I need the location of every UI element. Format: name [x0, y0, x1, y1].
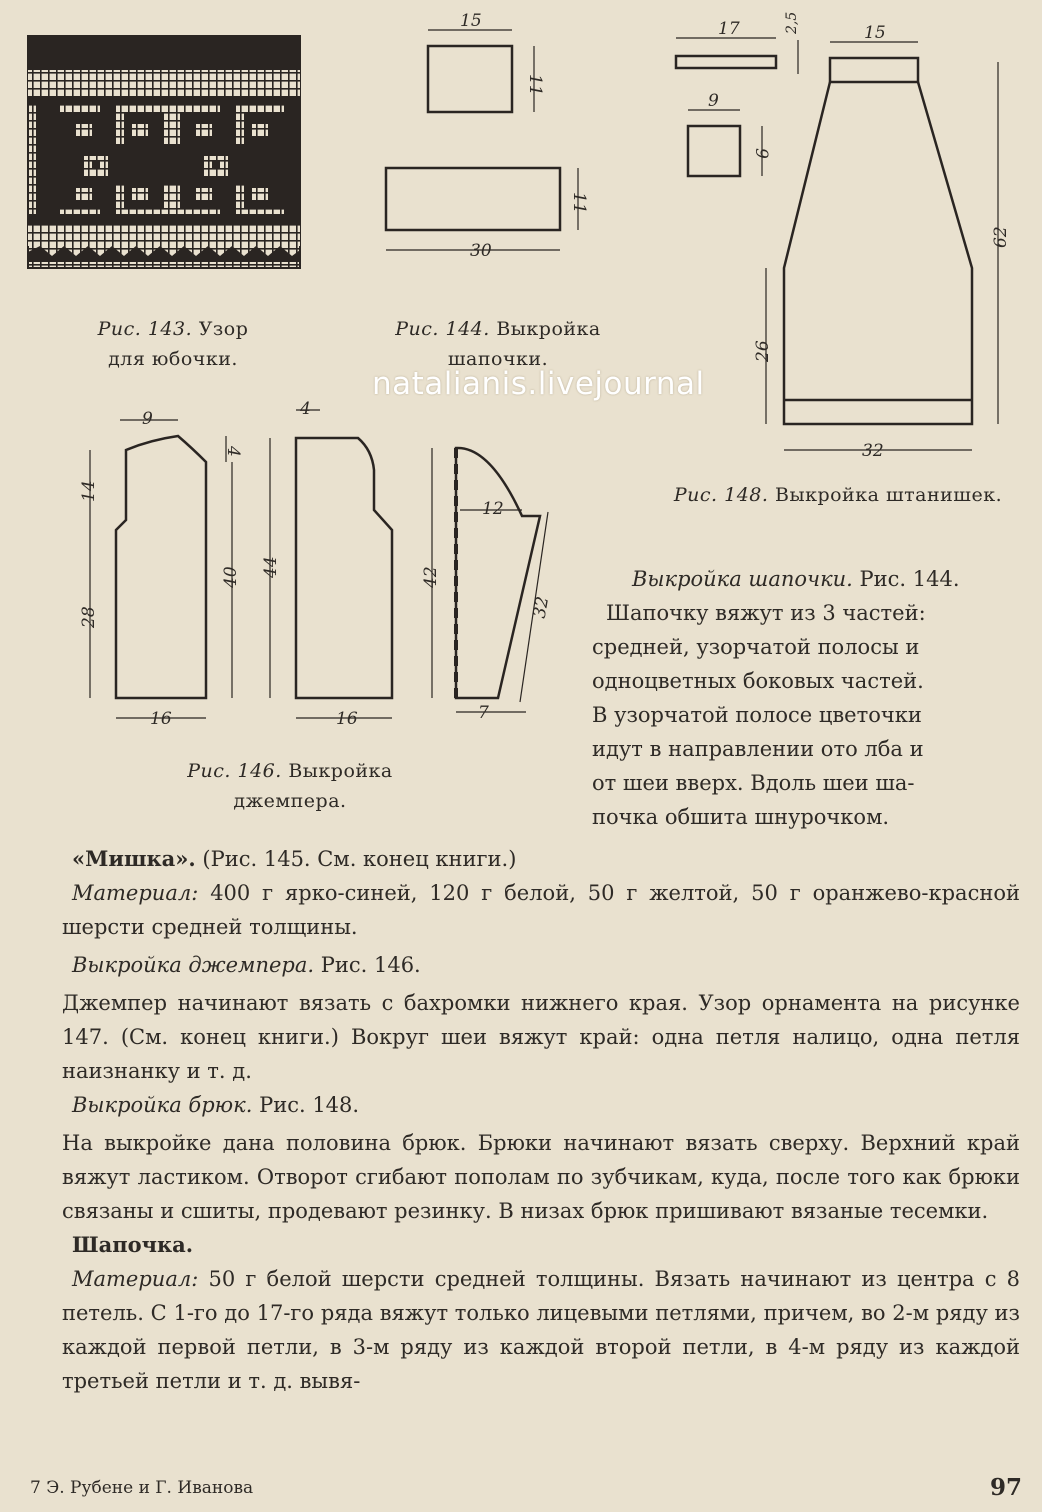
- jumper-ref: Рис. 146.: [320, 953, 421, 977]
- dim-f146-neck-d: 4: [223, 446, 243, 457]
- dim-f146-sleeve-diag: 32: [529, 595, 554, 620]
- dim-f148-lower: 26: [753, 340, 773, 362]
- dim-f146-side-h: 28: [79, 606, 99, 628]
- dim-f148-bottom: 32: [862, 441, 884, 461]
- pants-ref: Рис. 148.: [259, 1093, 360, 1117]
- dim-f146-back-h: 44: [261, 556, 281, 578]
- caption-fig148: [658, 480, 1018, 510]
- dim-f146-back-w: 16: [336, 709, 358, 729]
- material-text: 400 г ярко-синей, 120 г белой, 50 г желтой, 50 г оранжево-красной шерсти средней толщины.: [62, 881, 1020, 939]
- material-label: Материал:: [72, 881, 199, 905]
- caption-fig146-text: Выкройка джемпера.: [233, 760, 393, 812]
- caption-fig144-num: Рис. 144.: [395, 318, 490, 340]
- rcol-line: средней, узорчатой полосы и: [592, 635, 920, 659]
- page-number: 97: [990, 1474, 1023, 1501]
- dim-f148-strip-h: 2,5: [784, 11, 800, 34]
- rcol-line: почка обшита шнурочком.: [592, 805, 890, 829]
- dim-f148-sq-w: 9: [708, 91, 719, 111]
- caption-fig143-num: Рис. 143.: [97, 318, 193, 340]
- fig143-pattern-chart: [28, 36, 300, 268]
- caption-fig144-text2: шапочки.: [447, 348, 549, 370]
- dim-f148-height: 62: [991, 226, 1011, 248]
- dim-f146-sleeve-top: 12: [482, 499, 504, 519]
- caption-fig143: [78, 314, 268, 374]
- dim-f146-sleeve-h: 42: [421, 566, 441, 588]
- rcol-line: идут в направлении ото лба и: [592, 737, 924, 761]
- caption-fig144-text: Выкройка: [496, 318, 601, 340]
- rcol-line: Шапочку вяжут из 3 частей:: [606, 601, 926, 625]
- caption-fig143-text: Узор: [198, 318, 249, 340]
- footer-authors: 7 Э. Рубене и Г. Иванова: [30, 1478, 254, 1498]
- caption-fig148-num: Рис. 148.: [673, 484, 769, 506]
- dim-f146-neck-w: 9: [142, 409, 153, 429]
- caption-fig144: [382, 314, 614, 374]
- jumper-heading: Выкройка джемпера.: [72, 953, 315, 977]
- dim-f146-back-neck: 4: [300, 399, 311, 419]
- rcol-line: от шеи вверх. Вдоль шеи ша-: [592, 771, 915, 795]
- jumper-text: Джемпер начинают вязать с бахромки нижнего края. Узор орнамента на рисунке 147. (См. конец книги.) Вокруг шеи вяжут край: одна петля налицо, одна петля наизнанку и т. д.: [62, 991, 1020, 1083]
- hat-heading-ref: Рис. 144.: [859, 567, 960, 591]
- dim-f144-top-w: 15: [460, 11, 482, 31]
- main-text: [62, 842, 1020, 1398]
- hat-title: Шапочка.: [72, 1232, 194, 1257]
- dim-f148-sq-h: 9: [751, 148, 771, 159]
- pants-heading: Выкройка брюк.: [72, 1093, 253, 1117]
- dim-f148-strip-w: 17: [718, 19, 740, 39]
- dim-f146-front-h: 40: [221, 566, 241, 588]
- fig146-jumper-pattern: [90, 410, 548, 718]
- dim-f148-waist: 15: [864, 23, 886, 43]
- rcol-line: одноцветных боковых частей.: [592, 669, 924, 693]
- hat-pattern-description: [592, 562, 1018, 834]
- hat-text: 50 г белой шерсти средней толщины. Вязать начинают из центра с 8 петель. С 1-го до 17-го ряда вяжут только лицевыми петлями, причем, во 2-м ряду из каждой первой петли, в 3-м ряду из каждой второй петли, в 4-м ряду из каждой третьей петли и т. д. вывя-: [62, 1267, 1020, 1393]
- rcol-line: В узорчатой полосе цветочки: [592, 703, 922, 727]
- hat-material-label: Материал:: [72, 1267, 199, 1291]
- caption-fig146-num: Рис. 146.: [187, 760, 282, 782]
- caption-fig143-text2: для юбочки.: [108, 348, 238, 370]
- caption-fig146: [140, 756, 440, 816]
- caption-fig148-text: Выкройка штанишек.: [774, 484, 1003, 506]
- watermark: natalianis.livejournal: [372, 366, 705, 402]
- pants-text: На выкройке дана половина брюк. Брюки начинают вязать сверху. Верхний край вяжут ластиком. Отворот сгибают пополам по зубчикам, куда, после того как брюки связаны и сшиты, продевают резинку. В низах брюк пришивают вязаные тесемки.: [62, 1131, 1020, 1223]
- dim-f144-bot-h: 11: [569, 192, 589, 214]
- fig148-pants-pattern: [676, 38, 998, 450]
- dim-f144-bot-w: 30: [470, 241, 492, 261]
- dim-f144-top-h: 11: [525, 74, 545, 96]
- mishka-ref: (Рис. 145. См. конец книги.): [202, 847, 517, 871]
- fig144-hat-pattern: [386, 30, 578, 250]
- dim-f146-cuff: 7: [478, 703, 489, 723]
- dim-f146-front-w: 16: [150, 709, 172, 729]
- dim-f146-arm-h: 14: [79, 480, 99, 502]
- mishka-title: «Мишка».: [72, 846, 196, 871]
- hat-heading: Выкройка шапочки.: [632, 567, 853, 591]
